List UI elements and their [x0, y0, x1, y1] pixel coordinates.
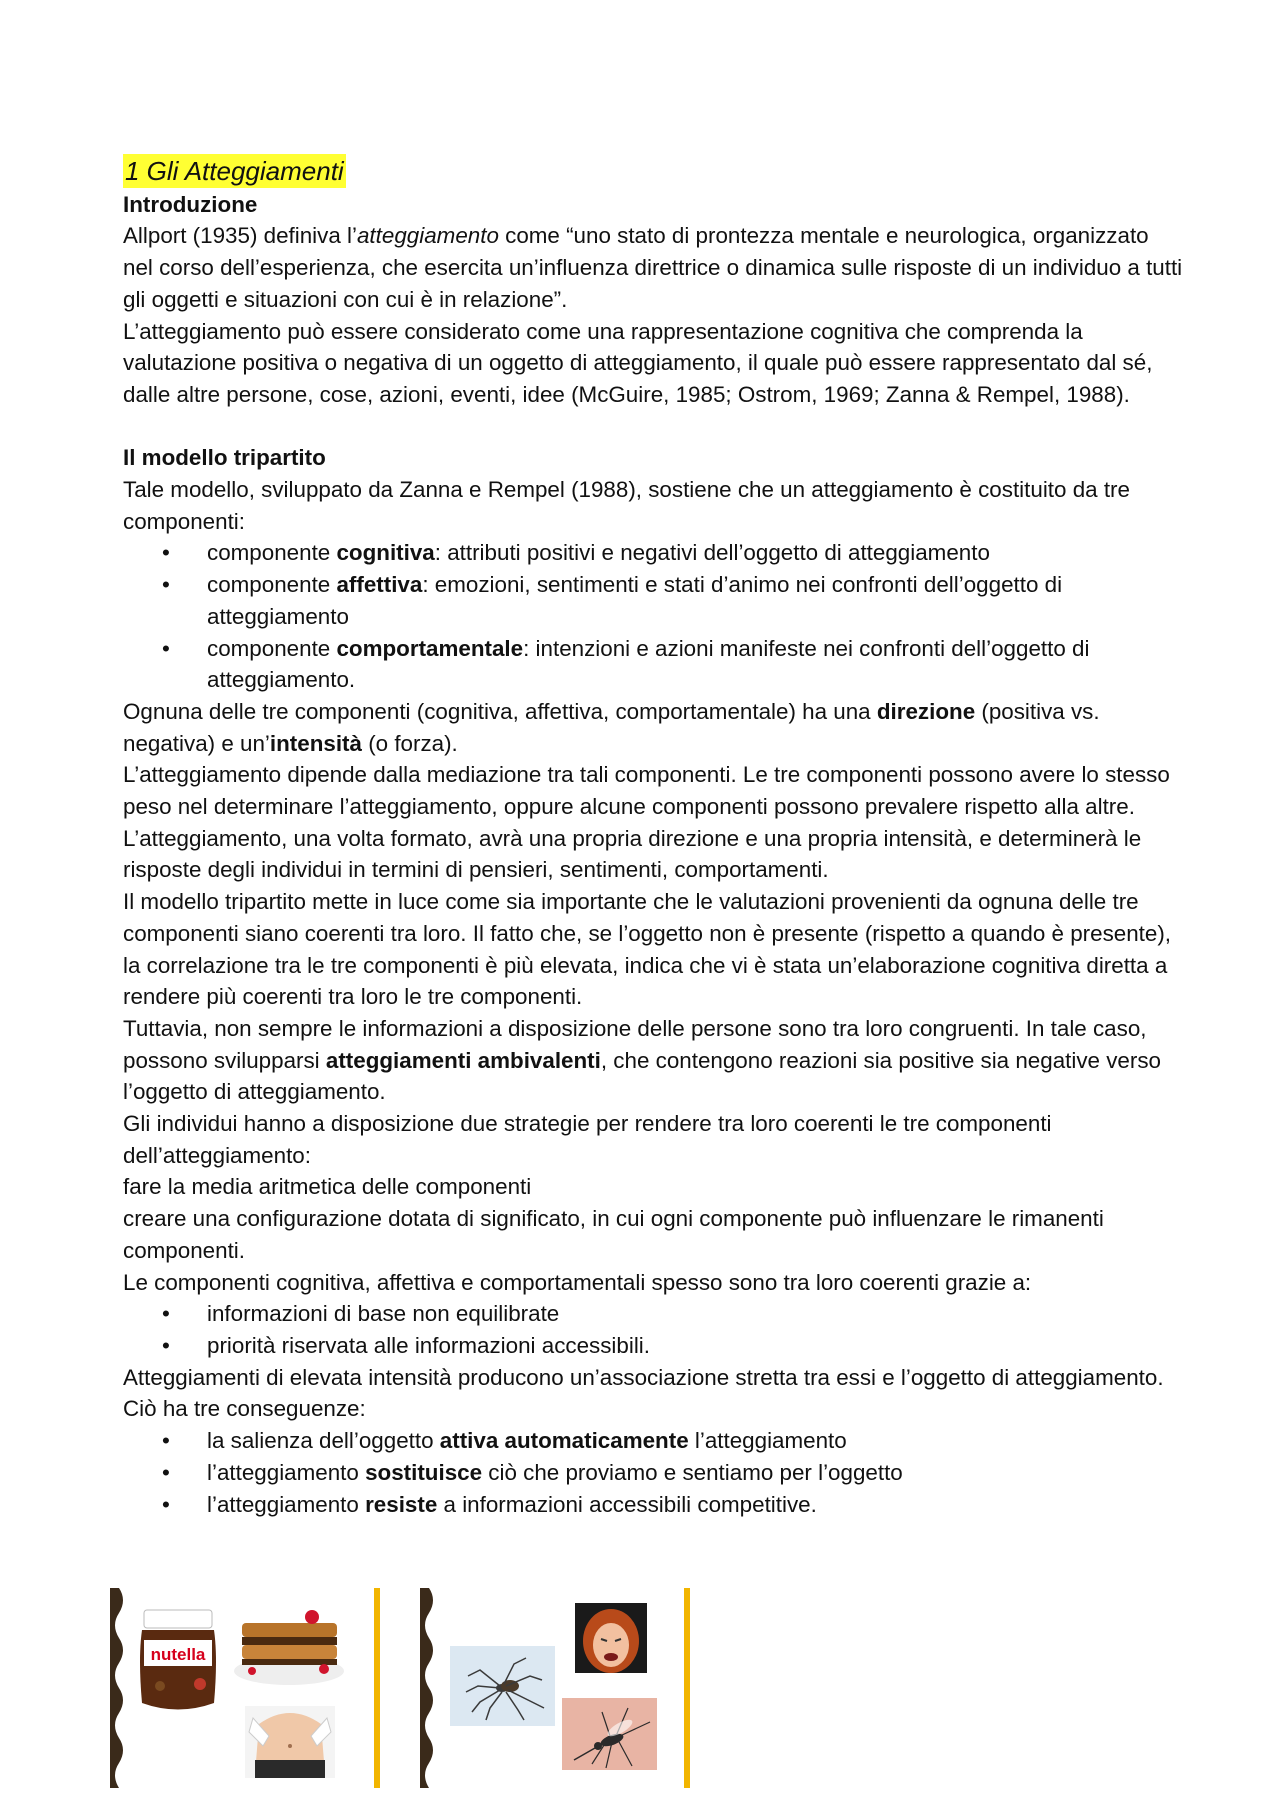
strategy-2: creare una configurazione dotata di significato, in cui ogni componente può influenzare le rimanenti componenti. — [123, 1206, 1104, 1263]
bold-term: direzione — [876, 698, 976, 724]
intro-heading: Introduzione — [123, 191, 258, 217]
list-item — [123, 1489, 1183, 1521]
tripartite-paragraph-9: Atteggiamenti di elevata intensità producono un’associazione stretta tra essi e l’oggetto di atteggiamento. Ciò ha tre conseguenze: — [123, 1364, 1164, 1422]
document-page — [123, 154, 1183, 1520]
bold-term: attiva automaticamente — [439, 1428, 689, 1454]
text-span: (o forza). — [361, 730, 458, 756]
text-span: : attributi positivi e negativi dell’oggetto di atteggiamento — [434, 540, 990, 566]
list-item: • informazioni di base non equilibrate — [123, 1298, 1183, 1330]
nutella-jar-icon — [138, 1608, 218, 1718]
text-span: come “uno stato di prontezza mentale e neurologica, organizzato nel corso dell’esperienza, che esercita un’influenza direttrice o dinamica sulle risposte di un individuo a tutti gli oggetti e situazioni con cui è in relazione”. — [123, 223, 1183, 312]
text-span: componente — [207, 572, 337, 598]
list-item: • priorità riservata alle informazioni accessibili. — [123, 1330, 1183, 1362]
disgust-face-icon — [575, 1603, 647, 1673]
text-span: Tuttavia, non sempre le informazioni a disposizione delle persone sono tra loro congruenti. In tale caso, possono svilupparsi — [123, 1015, 1147, 1073]
intro-paragraph-1 — [123, 220, 1183, 315]
reasons-list — [123, 1298, 1183, 1361]
list-item — [123, 569, 1183, 632]
bold-term: sostituisce — [365, 1459, 483, 1485]
intro-paragraph-2: L’atteggiamento può essere considerato come una rappresentazione cognitiva che comprenda la valutazione positiva o negativa di un oggetto di atteggiamento, il quale può essere rappresentato dal sé, dalle altre persone, cose, azioni, eventi, idee (McGuire, 1985; Ostrom, 1969; Zanna & Rempel, 1988). — [123, 318, 1153, 407]
components-list — [123, 537, 1183, 696]
accent-bar — [684, 1588, 690, 1788]
text-span: : intenzioni e azioni manifeste nei confronti dell’oggetto di atteggiamento. — [207, 635, 1090, 693]
text-span: Allport (1935) definiva l’ — [123, 223, 357, 249]
list-item — [123, 1425, 1183, 1457]
strategy-1: fare la media aritmetica delle componenti — [123, 1174, 532, 1200]
text-span: : emozioni, sentimenti e stati d’animo nei confronti dell’oggetto di atteggiamento — [207, 572, 1063, 629]
consequences-list — [123, 1425, 1183, 1520]
bold-term: affettiva — [336, 572, 423, 598]
bold-term: comportamentale — [336, 635, 524, 661]
positive-attitude-panel — [110, 1588, 380, 1788]
document-title: 1 Gli Atteggiamenti — [125, 156, 344, 186]
list-item — [123, 1457, 1183, 1489]
text-span: ciò che proviamo e sentiamo per l’oggetto — [482, 1459, 903, 1485]
accent-bar — [374, 1588, 380, 1788]
negative-attitude-panel — [420, 1588, 690, 1788]
tripartite-paragraph-8: Le componenti cognitiva, affettiva e comportamentali spesso sono tra loro coerenti grazie a: — [123, 1269, 1032, 1295]
text-span: , che contengono reazioni sia positive sia negative verso l’oggetto di atteggiamento. — [123, 1047, 1161, 1105]
illustration-row — [110, 1588, 700, 1788]
wavy-border-icon — [110, 1588, 128, 1788]
text-span: componente — [207, 635, 337, 661]
text-span: l’atteggiamento — [207, 1491, 366, 1517]
tripartite-paragraph-4: L’atteggiamento, una volta formato, avrà una propria direzione e una propria intensità, e determinerà le risposte degli individui in termini di pensieri, sentimenti, comportamenti. — [123, 825, 1142, 883]
tripartite-paragraph-2 — [123, 696, 1183, 759]
text-span: componente — [207, 540, 337, 566]
list-item — [123, 633, 1183, 696]
belly-icon — [245, 1706, 335, 1778]
bold-term: atteggiamenti ambivalenti — [325, 1047, 601, 1073]
spider-icon — [450, 1646, 555, 1726]
text-span: la salienza dell’oggetto — [207, 1428, 440, 1454]
emphasis-atteggiamento: atteggiamento — [356, 223, 499, 249]
text-span: l’atteggiamento — [207, 1459, 366, 1485]
tripartite-paragraph-1: Tale modello, sviluppato da Zanna e Rempel (1988), sostiene che un atteggiamento è costituito da tre componenti: — [123, 477, 1130, 534]
bold-term: cognitiva — [336, 540, 435, 566]
nutella-label: nutella — [150, 1645, 206, 1664]
dessert-plate-icon — [232, 1603, 347, 1688]
text-span: l’atteggiamento — [688, 1428, 847, 1454]
bold-term: intensità — [269, 730, 362, 756]
text-span: a informazioni accessibili competitive. — [437, 1491, 817, 1517]
mosquito-icon — [562, 1698, 657, 1770]
tripartite-paragraph-3: L’atteggiamento dipende dalla mediazione tra tali componenti. Le tre componenti possono avere lo stesso peso nel determinare l’atteggiamento, oppure alcune componenti possono prevalere rispetto alla altre. — [123, 762, 1170, 820]
paragraph-gap — [123, 411, 1183, 443]
bold-term: resiste — [365, 1491, 438, 1517]
wavy-border-icon — [420, 1588, 438, 1788]
list-item — [123, 537, 1183, 569]
text-span: Ognuna delle tre componenti (cognitiva, affettiva, comportamentale) ha una — [123, 698, 877, 724]
tripartite-paragraph-6 — [123, 1013, 1183, 1108]
tripartite-heading: Il modello tripartito — [123, 445, 326, 471]
tripartite-paragraph-7: Gli individui hanno a disposizione due strategie per rendere tra loro coerenti le tre componenti dell’atteggiamento: — [123, 1111, 1052, 1168]
text-span: (positiva vs. negativa) e un’ — [123, 698, 1100, 756]
tripartite-paragraph-5: Il modello tripartito mette in luce come sia importante che le valutazioni provenienti da ognuna delle tre componenti siano coerenti tra loro. Il fatto che, se l’oggetto non è presente (rispetto a quando è presente), la correlazione tra le tre componenti è più elevata, indica che vi è stata un’elaborazione cognitiva diretta a rendere più coerenti tra loro le tre componenti. — [123, 889, 1172, 1010]
